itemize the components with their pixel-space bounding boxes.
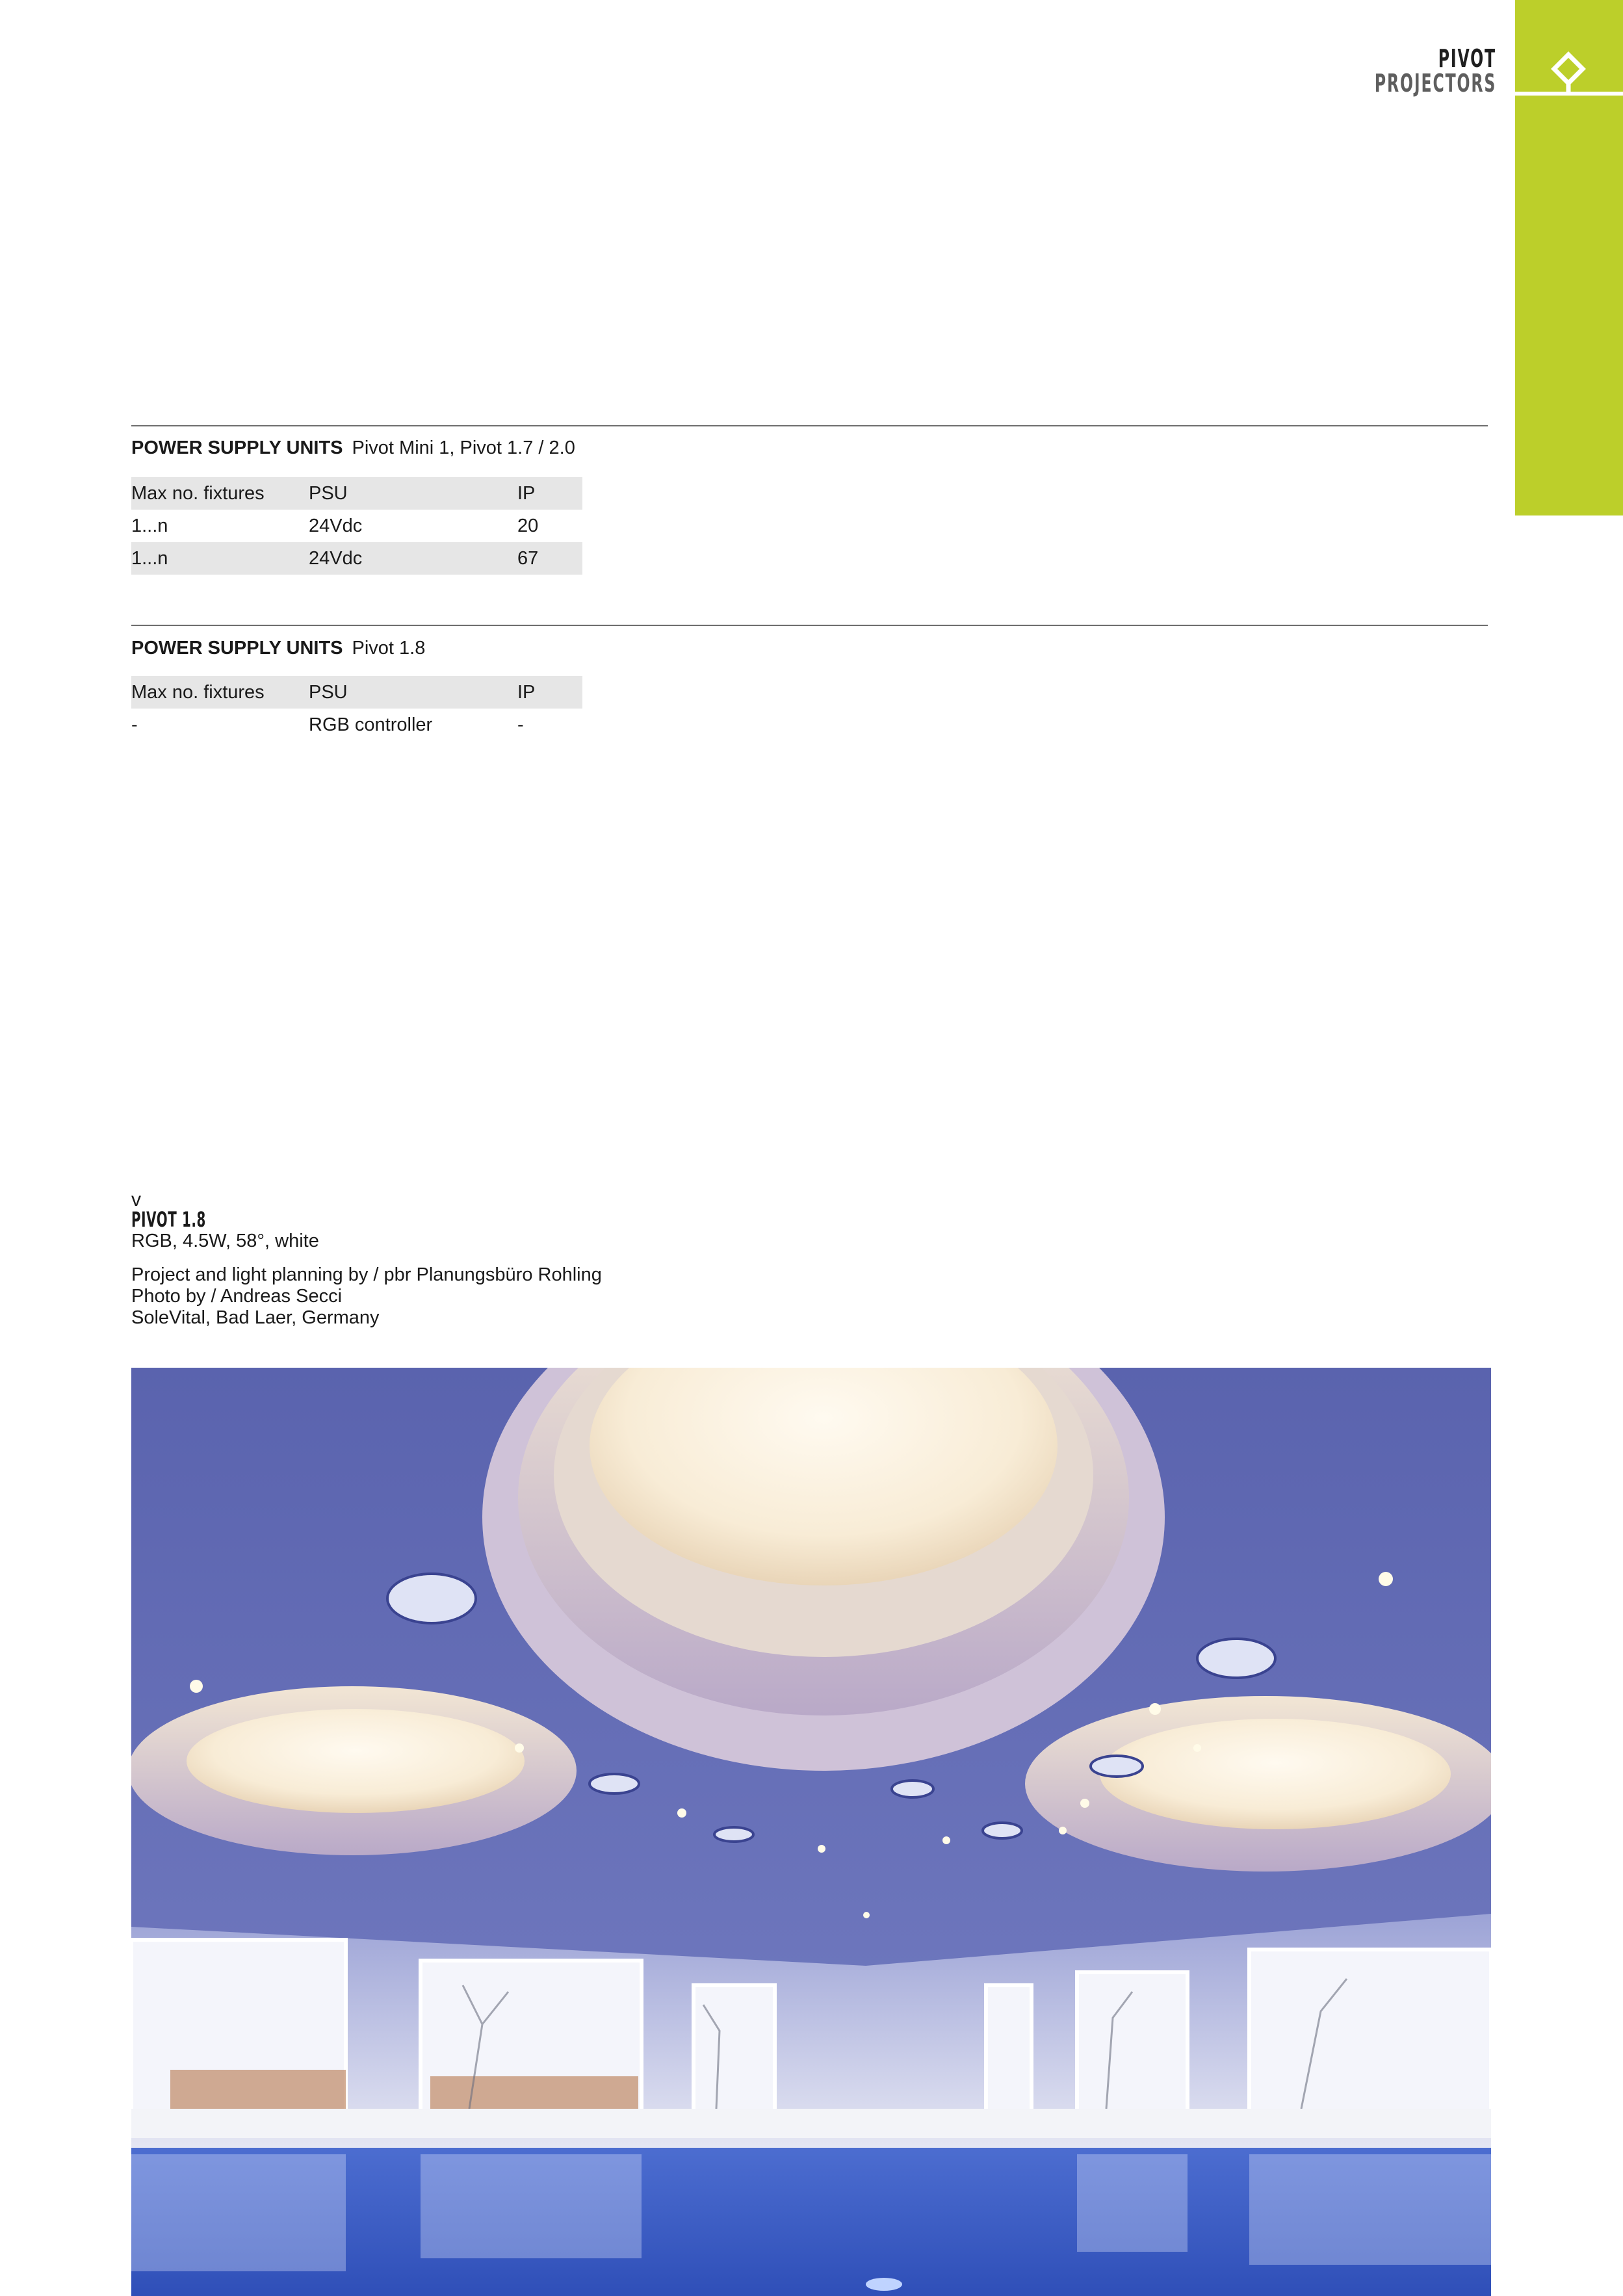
- column-header: IP: [517, 681, 536, 703]
- tab-divider: [1515, 92, 1623, 96]
- section-title: [131, 437, 575, 459]
- section-title-bold: POWER SUPPLY UNITS: [131, 638, 343, 659]
- table-cell: 24Vdc: [309, 515, 363, 536]
- column-header: Max no. fixtures: [131, 681, 265, 703]
- column-header: Max no. fixtures: [131, 482, 265, 504]
- header-subtitle: PROJECTORS: [1374, 69, 1496, 98]
- diamond-logo-icon: [1549, 51, 1588, 95]
- table-header-row: [131, 676, 582, 709]
- chevron-down-icon: v: [131, 1189, 141, 1210]
- table-cell: 67: [517, 547, 539, 569]
- pool-hall-photo: [131, 1368, 1491, 2296]
- section-divider: [131, 425, 1488, 426]
- table-cell: RGB controller: [309, 714, 433, 735]
- model-name: PIVOT 1.8: [131, 1207, 206, 1232]
- section-title-models: Pivot 1.8: [352, 638, 426, 659]
- section-divider: [131, 625, 1488, 626]
- table-cell: 20: [517, 515, 539, 536]
- table-cell: 24Vdc: [309, 547, 363, 569]
- section-title-bold: POWER SUPPLY UNITS: [131, 437, 343, 458]
- photo-caption: [131, 1191, 602, 1329]
- model-spec: RGB, 4.5W, 58°, white: [131, 1231, 319, 1251]
- section-title: [131, 638, 425, 659]
- table-cell: -: [517, 714, 524, 735]
- section-title-models: Pivot Mini 1, Pivot 1.7 / 2.0: [352, 437, 575, 458]
- psu-table: [131, 676, 582, 741]
- header-title: PIVOT: [1438, 44, 1496, 73]
- column-header: PSU: [309, 681, 348, 703]
- column-header: IP: [517, 482, 536, 504]
- credit-line: SoleVital, Bad Laer, Germany: [131, 1307, 380, 1328]
- table-row: [131, 542, 582, 575]
- table-cell: 1...n: [131, 547, 168, 569]
- table-header-row: [131, 477, 582, 510]
- table-cell: 1...n: [131, 515, 168, 536]
- psu-table: [131, 477, 582, 575]
- column-header: PSU: [309, 482, 348, 504]
- credit-line: Project and light planning by / pbr Planungsbüro Rohling: [131, 1264, 602, 1285]
- table-cell: -: [131, 714, 138, 735]
- table-row: [131, 510, 582, 542]
- table-row: [131, 709, 582, 741]
- credit-line: Photo by / Andreas Secci: [131, 1286, 343, 1307]
- section-tab: [1515, 0, 1623, 515]
